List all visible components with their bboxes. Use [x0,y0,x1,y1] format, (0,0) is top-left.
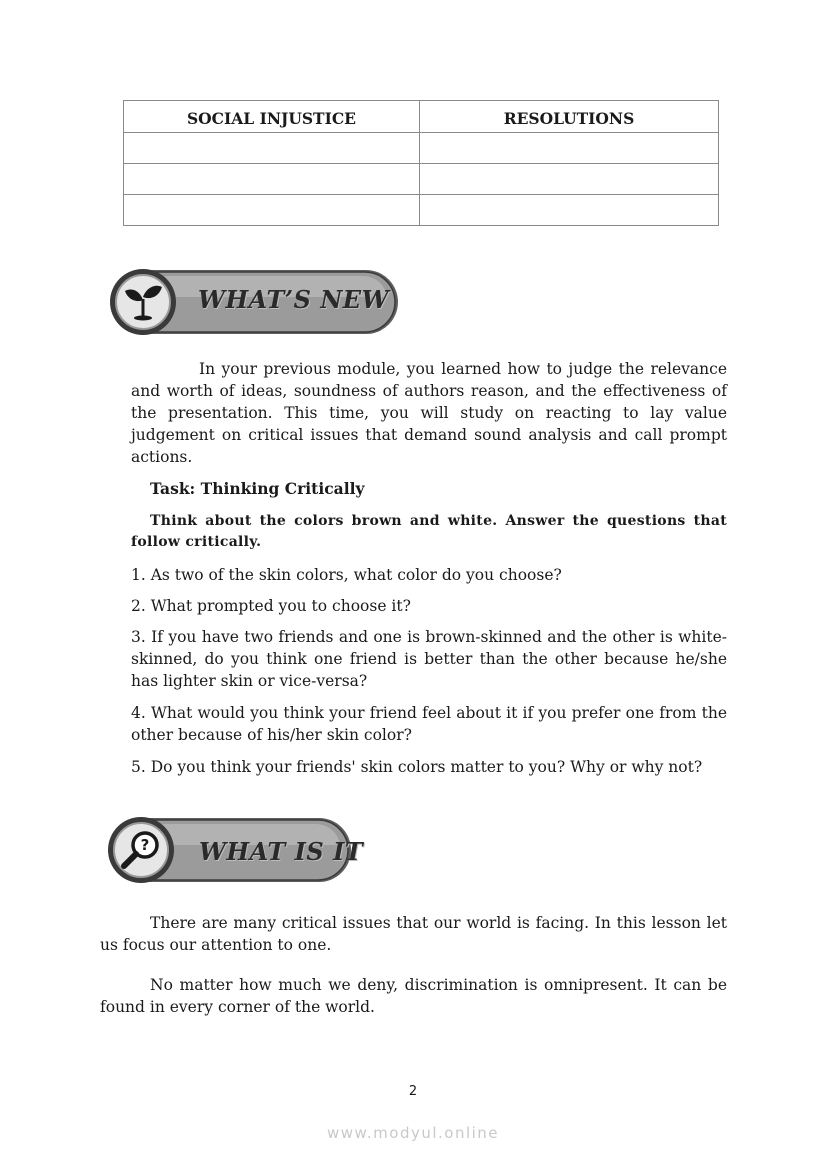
question-1: 1. As two of the skin colors, what color do you choose? [131,566,562,584]
table-row [124,195,719,226]
what-is-it-paragraph-1: There are many critical issues that our world is facing. In this lesson let us focus our attention to one. [100,914,727,954]
table-cell [420,195,719,226]
question-2: 2. What prompted you to choose it? [131,597,411,615]
column-header-resolutions: RESOLUTIONS [420,101,719,133]
activity-table [123,100,719,226]
what-is-it-banner [106,815,364,885]
whats-new-label: WHAT’S NEW [198,285,390,314]
magnifier-question-icon [108,817,174,883]
table-row [124,133,719,164]
table-cell [124,164,420,195]
table-cell [420,133,719,164]
watermark: www.modyul.online [326,1124,500,1142]
column-header-social-injustice: SOCIAL INJUSTICE [124,101,420,133]
task-instruction: Think about the colors brown and white. Answer the questions that follow critically. [131,513,727,550]
task-title: Task: Thinking Critically [150,479,365,498]
what-is-it-paragraph-2: No matter how much we deny, discrimination is omnipresent. It can be found in every corner of the world. [100,976,727,1016]
table-cell [124,133,420,164]
whats-new-banner [108,267,403,337]
what-is-it-label: WHAT IS IT [199,837,364,866]
intro-paragraph: In your previous module, you learned how to judge the relevance and worth of ideas, soundness of authors reason, and the effectiveness of the presentation. This time, you will study on reacting to lay value judgement on critical issues that demand sound analysis and call prompt actions. [131,360,727,466]
question-4: 4. What would you think your friend feel about it if you prefer one from the other because of his/her skin color? [131,704,727,744]
page-number: 2 [408,1084,418,1099]
table-cell [420,164,719,195]
question-5: 5. Do you think your friends' skin colors matter to you? Why or why not? [131,758,703,776]
table-cell [124,195,420,226]
svg-text:?: ? [140,836,150,854]
table-header-row [124,101,719,133]
table-row [124,164,719,195]
sprout-icon [110,269,176,335]
question-3: 3. If you have two friends and one is brown-skinned and the other is white-skinned, do you think one friend is better than the other because he/she has lighter skin or vice-versa? [131,628,727,690]
